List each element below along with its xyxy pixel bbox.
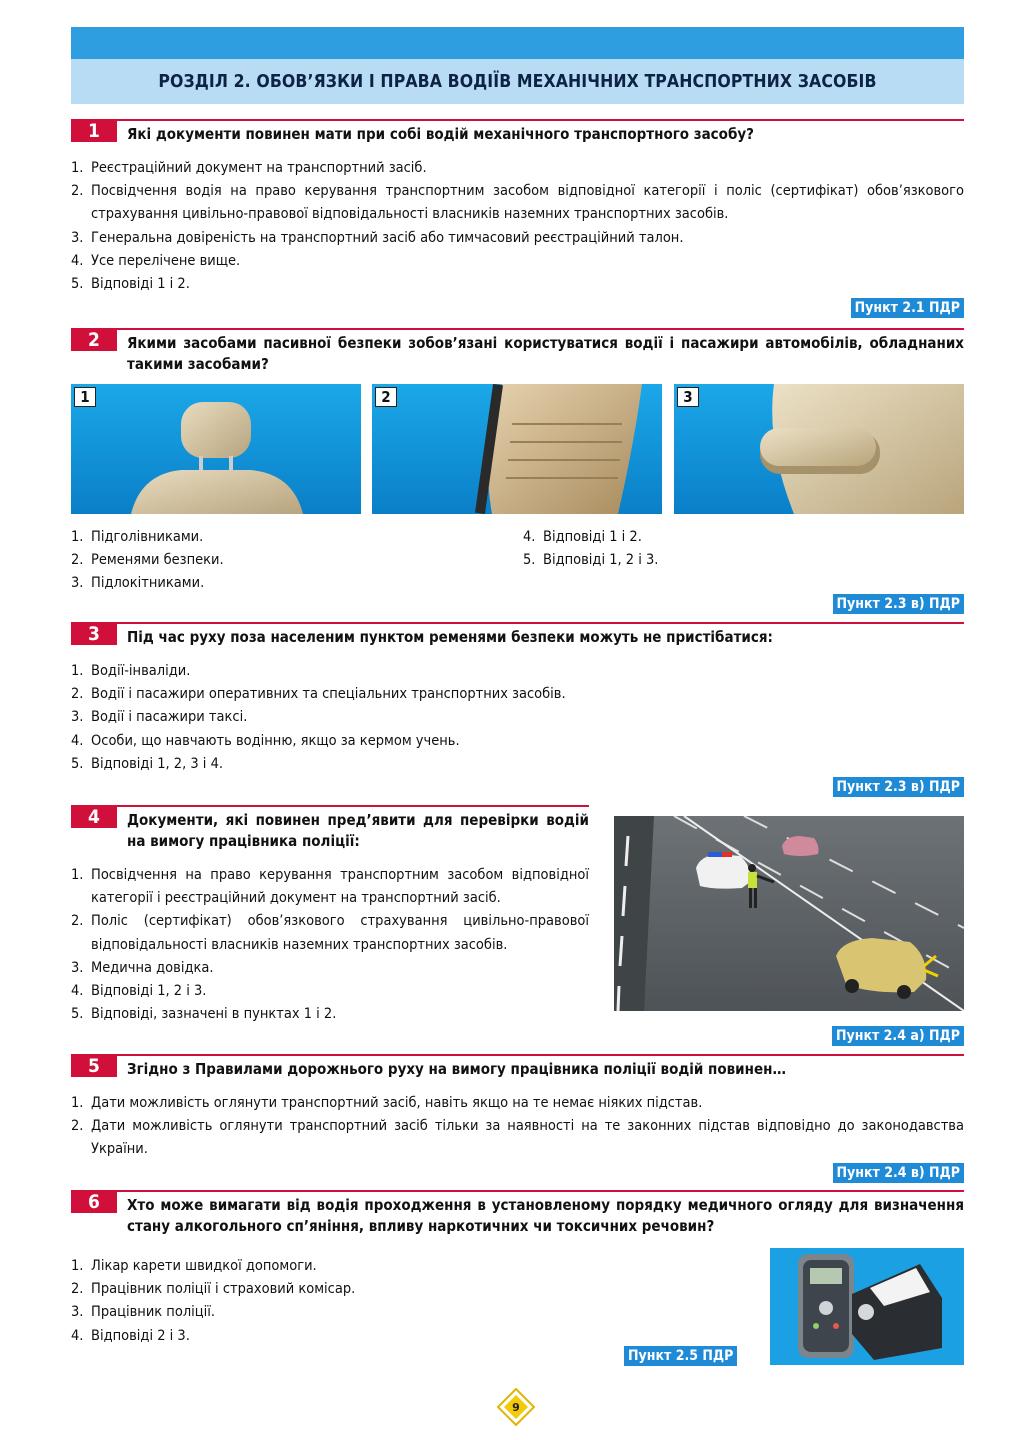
header-top-bar bbox=[71, 27, 964, 59]
question-header bbox=[71, 328, 964, 375]
image-label: 2 bbox=[375, 387, 397, 407]
police-stop-image bbox=[614, 816, 964, 1011]
answer-item: 5. Відповіді, зазначені в пунктах 1 і 2. bbox=[71, 1006, 337, 1023]
headrest-image bbox=[71, 384, 361, 514]
question-1 bbox=[71, 119, 964, 296]
answer-item: 3. Підлокітниками. bbox=[71, 575, 205, 592]
headrest-illustration bbox=[71, 384, 361, 514]
question-5 bbox=[71, 1054, 964, 1162]
rule-reference: Пункт 2.3 в) ПДР bbox=[833, 777, 964, 797]
question-number: 5 bbox=[71, 1056, 117, 1077]
answer-list-left bbox=[71, 526, 491, 596]
answer-item: 2. Водії і пасажири оперативних та спеціальних транспортних засобів. bbox=[71, 686, 566, 703]
rule-reference: Пункт 2.5 ПДР bbox=[624, 1346, 737, 1366]
question-number: 4 bbox=[71, 807, 117, 828]
answer-list bbox=[71, 864, 589, 1026]
question-text: Якими засобами пасивної безпеки зобов’язані користуватися водії і пасажири автомобілів, обладнаних такими засобами? bbox=[127, 334, 964, 373]
answer-item: 2. Дати можливість оглянути транспортний засіб тільки за наявності на те законних підстав відповідно до законодавства України. bbox=[71, 1118, 964, 1158]
armrest-image bbox=[674, 384, 964, 514]
answer-item: 4. Усе перелічене вище. bbox=[71, 252, 241, 269]
answer-item: 2. Поліс (сертифікат) обов’язкового страхування цивільно-правової відповідальності власників наземних транспортних засобів. bbox=[71, 913, 589, 953]
answer-item: 1. Дати можливість оглянути транспортний засіб, навіть якщо на те немає ніяких підстав. bbox=[71, 1095, 703, 1111]
question-header bbox=[71, 119, 964, 145]
answer-item: 1. Водії-інваліди. bbox=[71, 663, 191, 679]
question-text: Документи, які повинен пред’явити для перевірки водій на вимогу працівника поліції: bbox=[127, 811, 589, 850]
answer-item: 2. Працівник поліції і страховий комісар. bbox=[71, 1281, 356, 1298]
section-header bbox=[71, 59, 964, 104]
question-3 bbox=[71, 622, 964, 776]
question-number: 2 bbox=[71, 330, 117, 351]
seatbelt-image bbox=[372, 384, 662, 514]
answer-item: 3. Працівник поліції. bbox=[71, 1304, 216, 1321]
question-header bbox=[71, 1054, 964, 1080]
question-number: 3 bbox=[71, 624, 117, 645]
question-6 bbox=[71, 1190, 964, 1237]
answer-item: 3. Генеральна довіреність на транспортний засіб або тимчасовий реєстраційний талон. bbox=[71, 229, 684, 246]
answer-list bbox=[71, 157, 964, 296]
answer-list bbox=[71, 1255, 591, 1348]
answer-item: 5. Відповіді 1, 2 і 3. bbox=[523, 552, 659, 569]
question-number: 6 bbox=[71, 1192, 117, 1213]
breathalyzer-image bbox=[770, 1248, 964, 1365]
answer-item: 2. Ременями безпеки. bbox=[71, 552, 224, 569]
answer-item: 4. Відповіді 1 і 2. bbox=[523, 529, 642, 545]
answer-item: 1. Посвідчення на право керування транспортним засобом відповідної категорії і реєстраційний документ на транспортний засіб. bbox=[71, 867, 589, 907]
rule-reference: Пункт 2.3 в) ПДР bbox=[833, 594, 964, 614]
answer-item: 1. Лікар карети швидкої допомоги. bbox=[71, 1258, 317, 1274]
answer-list-right bbox=[523, 526, 943, 572]
image-label: 1 bbox=[74, 387, 96, 407]
answer-item: 2. Посвідчення водія на право керування транспортним засобом відповідної категорії і поліс (сертифікат) обов’язкового страхування цивільно-правової відповідальності власників наземних транспортних засобів. bbox=[71, 183, 964, 223]
answer-list bbox=[71, 1092, 964, 1162]
section-title: РОЗДІЛ 2. ОБОВ’ЯЗКИ І ПРАВА ВОДІЇВ МЕХАНІЧНИХ ТРАНСПОРТНИХ ЗАСОБІВ bbox=[158, 71, 877, 92]
answer-list bbox=[71, 660, 964, 776]
breathalyzer-device bbox=[798, 1254, 854, 1358]
page-number: 9 bbox=[512, 1401, 520, 1414]
rule-reference: Пункт 2.1 ПДР bbox=[851, 298, 964, 318]
question-text: Під час руху поза населеним пунктом ременями безпеки можуть не пристібатися: bbox=[127, 628, 773, 646]
page-number-badge bbox=[497, 1388, 535, 1426]
breathalyzer-illustration bbox=[770, 1248, 964, 1365]
answer-item: 4. Відповіді 1, 2 і 3. bbox=[71, 983, 207, 1000]
question-text: Згідно з Правилами дорожнього руху на вимогу працівника поліції водій повинен… bbox=[127, 1060, 786, 1078]
answer-item: 5. Відповіді 1, 2, 3 і 4. bbox=[71, 755, 224, 772]
answer-item: 4. Відповіді 2 і 3. bbox=[71, 1327, 190, 1344]
rule-reference: Пункт 2.4 а) ПДР bbox=[832, 1026, 964, 1046]
answer-item: 3. Водії і пасажири таксі. bbox=[71, 709, 248, 726]
answer-item: 3. Медична довідка. bbox=[71, 959, 214, 976]
seatbelt-illustration bbox=[372, 384, 662, 514]
question-text: Які документи повинен мати при собі водій механічного транспортного засобу? bbox=[127, 125, 755, 143]
question-4 bbox=[71, 805, 589, 1026]
question-header bbox=[71, 805, 589, 852]
question-text: Хто може вимагати від водія проходження в установленому порядку медичного огляду для визначення стану алкогольного сп’яніння, впливу наркотичних чи токсичних речовин? bbox=[127, 1196, 964, 1235]
answer-item: 1. Підголівниками. bbox=[71, 529, 204, 545]
rule-reference: Пункт 2.4 в) ПДР bbox=[833, 1163, 964, 1183]
answer-item: 4. Особи, що навчають водінню, якщо за кермом учень. bbox=[71, 732, 460, 749]
question-header bbox=[71, 622, 964, 648]
question-2 bbox=[71, 328, 964, 375]
answer-item: 5. Відповіді 1 і 2. bbox=[71, 276, 190, 293]
image-label: 3 bbox=[677, 387, 699, 407]
armrest-illustration bbox=[674, 384, 964, 514]
answer-item: 1. Реєстраційний документ на транспортний засіб. bbox=[71, 160, 427, 176]
question-header bbox=[71, 1190, 964, 1237]
road-scene-illustration bbox=[614, 816, 964, 1011]
question-number: 1 bbox=[71, 121, 117, 142]
